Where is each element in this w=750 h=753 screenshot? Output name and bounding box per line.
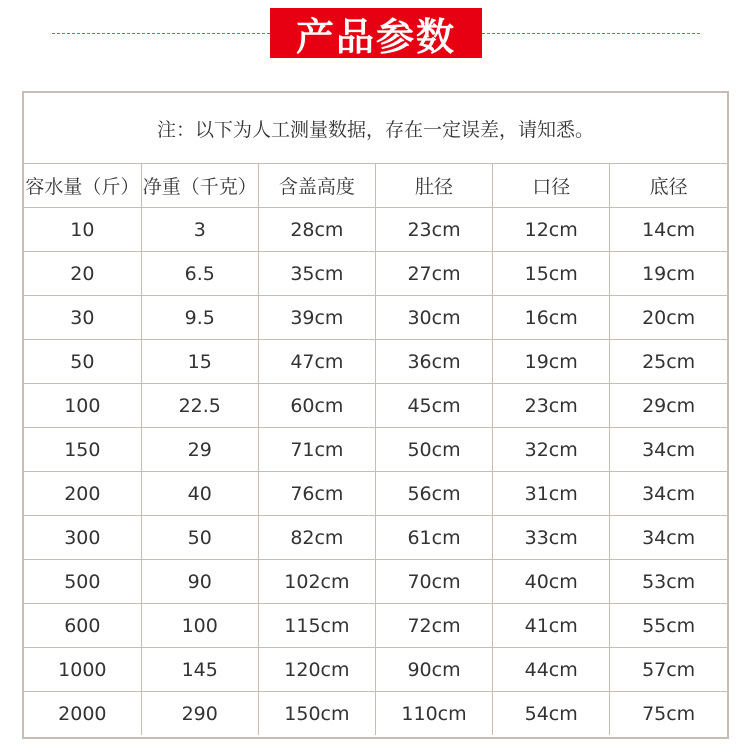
table-cell: 23cm (493, 384, 610, 428)
table-cell: 20 (24, 252, 141, 296)
table-cell: 29cm (610, 384, 727, 428)
table-row (24, 384, 727, 428)
table-cell: 60cm (258, 384, 375, 428)
column-header: 底径 (610, 164, 727, 208)
table-cell: 70cm (375, 560, 492, 604)
table-row (24, 472, 727, 516)
table-cell: 76cm (258, 472, 375, 516)
table-cell: 14cm (610, 208, 727, 252)
table-cell: 40cm (493, 560, 610, 604)
table-cell: 115cm (258, 604, 375, 648)
table-row (24, 296, 727, 340)
table-cell: 9.5 (141, 296, 258, 340)
column-header: 肚径 (375, 164, 492, 208)
table-cell: 75cm (642, 702, 696, 725)
table-body (24, 208, 727, 736)
table-cell: 150 (24, 428, 141, 472)
table-cell: 19cm (610, 252, 727, 296)
table-cell: 35cm (258, 252, 375, 296)
table-cell: 500 (24, 560, 141, 604)
table-cell: 29 (141, 428, 258, 472)
table-cell: 290 (141, 692, 258, 736)
table-cell: 16cm (493, 296, 610, 340)
table-cell: 50cm (375, 428, 492, 472)
column-header: 含盖高度 (258, 164, 375, 208)
table-cell: 39cm (258, 296, 375, 340)
table-cell: 34cm (610, 428, 727, 472)
table-cell: 31cm (493, 472, 610, 516)
table-cell: 71cm (258, 428, 375, 472)
table-cell: 27cm (375, 252, 492, 296)
table-row (24, 692, 727, 736)
table-cell: 41cm (493, 604, 610, 648)
table-cell: 3 (141, 208, 258, 252)
left-dashed-line (52, 33, 270, 34)
table-cell: 145 (141, 648, 258, 692)
table-cell: 120cm (258, 648, 375, 692)
table-cell: 2000 (24, 692, 141, 736)
table-cell: 6.5 (141, 252, 258, 296)
table-cell: 47cm (258, 340, 375, 384)
table-row (24, 252, 727, 296)
table-cell: 15 (141, 340, 258, 384)
table-cell: 40 (141, 472, 258, 516)
table-row (24, 208, 727, 252)
table-cell: 44cm (493, 648, 610, 692)
table-cell: 34cm (610, 516, 727, 560)
measurement-note: 注：以下为人工测量数据，存在一定误差，请知悉。 (24, 93, 727, 164)
header-row (24, 164, 727, 208)
table-cell: 45cm (375, 384, 492, 428)
table-cell: 12cm (493, 208, 610, 252)
table-cell: 90 (141, 560, 258, 604)
table-cell: 72cm (375, 604, 492, 648)
table-cell: 100 (24, 384, 141, 428)
table-cell: 61cm (375, 516, 492, 560)
column-header: 口径 (493, 164, 610, 208)
table-cell: 10 (24, 208, 141, 252)
table-cell: 50 (141, 516, 258, 560)
table-cell: 55cm (610, 604, 727, 648)
column-header: 净重（千克） (141, 164, 258, 208)
page-header (0, 0, 750, 64)
table-cell: 110cm (375, 692, 492, 736)
table-cell: 102cm (258, 560, 375, 604)
table-cell: 34cm (610, 472, 727, 516)
table-cell: 23cm (375, 208, 492, 252)
table-cell: 15cm (493, 252, 610, 296)
table-cell: 30cm (375, 296, 492, 340)
table-cell: 600 (24, 604, 141, 648)
table-cell: 90cm (375, 648, 492, 692)
column-header: 容水量（斤） (24, 164, 141, 208)
page-title: 产品参数 (270, 8, 482, 58)
table-cell: 20cm (610, 296, 727, 340)
table-row (24, 648, 727, 692)
table-cell: 53cm (610, 560, 727, 604)
table-cell: 19cm (493, 340, 610, 384)
table-row (24, 560, 727, 604)
table-row (24, 428, 727, 472)
table-cell: 100 (141, 604, 258, 648)
table-cell: 300 (24, 516, 141, 560)
table-cell: 36cm (375, 340, 492, 384)
table-row (24, 516, 727, 560)
table-cell: 33cm (493, 516, 610, 560)
table-cell: 150cm (258, 692, 375, 736)
table-cell: 28cm (258, 208, 375, 252)
table-cell: 82cm (258, 516, 375, 560)
table-cell: 30 (24, 296, 141, 340)
table-row (24, 604, 727, 648)
table-cell: 32cm (493, 428, 610, 472)
table-cell: 25cm (610, 340, 727, 384)
spec-table (22, 91, 729, 739)
table-row (24, 340, 727, 384)
spec-grid (24, 164, 727, 735)
table-cell: 22.5 (141, 384, 258, 428)
table-cell: 54cm (493, 692, 610, 736)
table-cell: 57cm (610, 648, 727, 692)
right-dashed-line (482, 33, 700, 34)
table-cell: 50 (24, 340, 141, 384)
table-cell: 200 (24, 472, 141, 516)
table-cell: 56cm (375, 472, 492, 516)
table-cell: 1000 (24, 648, 141, 692)
